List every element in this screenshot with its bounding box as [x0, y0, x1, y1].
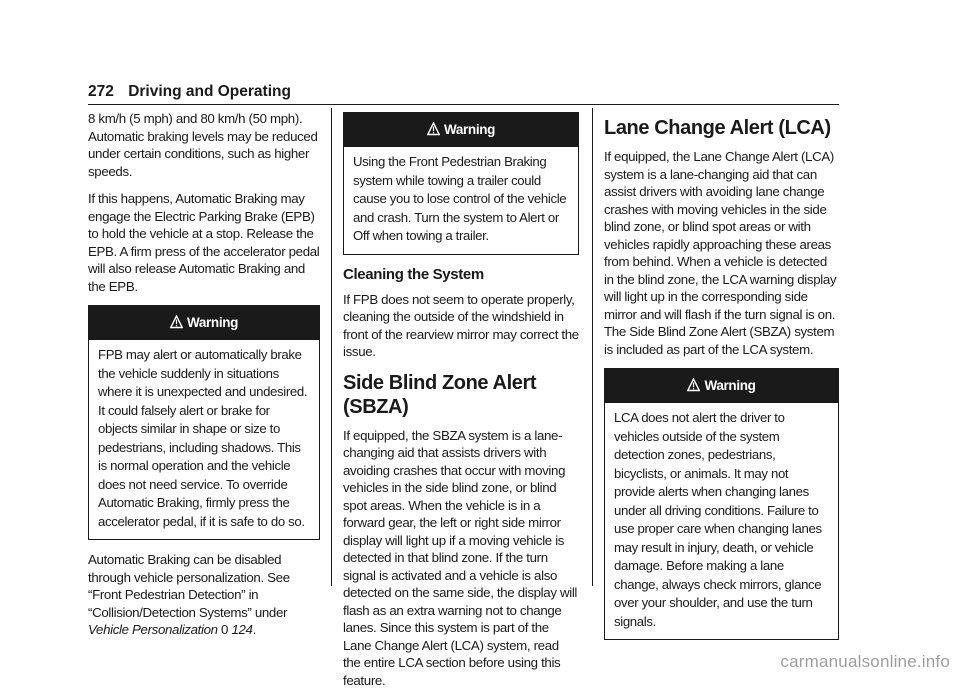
column-2 [343, 112, 579, 699]
warning-box [343, 112, 579, 255]
warning-box [604, 368, 839, 640]
paragraph: 8 km/h (5 mph) and 80 km/h (50 mph). Automatic braking levels may be reduced under certain conditions, such as higher speeds. [88, 111, 318, 179]
warning-text: LCA does not alert the driver to vehicles outside of the system detection zones, pedestrians, bicyclists, or animals. It may not provide alerts when changing lanes under all driving conditions. Failure to use proper care when changing lanes may result in injury, death, or vehicle damage. Before making a lane change, always check mirrors, glance over your shoulder, and use the turn signals. [614, 410, 822, 629]
column-3 [604, 110, 839, 651]
warning-label: Warning [704, 378, 756, 393]
warning-text: Using the Front Pedestrian Braking system while towing a trailer could cause you to lose control of the vehicle and crash. Turn the system to Alert or Off when towing a trailer. [353, 154, 567, 243]
section-title: Driving and Operating [128, 83, 291, 100]
watermark: carmanualsonline.info [780, 652, 950, 671]
paragraph: If equipped, the SBZA system is a lane-changing aid that assists drivers with avoiding crashes that occur with moving vehicles in the side blind zone, or blind spot areas. When the vehicle is in a forward gear, the left or right side mirror display will light up if a moving vehicle is detected in that blind zone. If the turn signal is activated and a vehicle is also detected on the same side, the display will flash as an extra warning not to change lanes. Since this system is part of the Lane Change Alert (LCA) system, read the entire LCA section before using this feature. [343, 427, 578, 688]
header-rule [88, 104, 839, 105]
column-divider [592, 108, 593, 586]
header-title [88, 83, 291, 101]
warning-header [344, 113, 578, 147]
warning-header [605, 369, 838, 403]
column-1 [88, 110, 320, 649]
column-divider [331, 108, 332, 586]
cross-reference[interactable]: Vehicle Personalization [88, 622, 218, 637]
page-reference[interactable]: 124 [231, 622, 253, 637]
section-heading: Side Blind Zone Alert (SBZA) [343, 371, 537, 418]
warning-label: Warning [186, 315, 239, 330]
paragraph: Automatic Braking can be disabled through vehicle personalization. See “Front Pedestrian Detection” in “Collision/Detection Systems” under Vehicle Personalization 0 124. [88, 552, 290, 637]
section-heading: Lane Change Alert (LCA) [604, 117, 831, 139]
page-ref-arrow: 0 [221, 622, 229, 637]
warning-label: Warning [443, 122, 496, 137]
warning-triangle-icon [170, 308, 183, 342]
paragraph: If FPB does not seem to operate properly, cleaning the outside of the windshield in front of the rearview mirror may correct the issue. [343, 291, 579, 359]
section-heading: Cleaning the System [343, 265, 484, 283]
warning-box [88, 305, 320, 540]
warning-triangle-icon [427, 115, 440, 149]
warning-text: FPB may alert or automatically brake the vehicle suddenly in situations where it is unexpected and undesired. It could falsely alert or brake for objects similar in shape or size to pedestrians, including shadows. This is normal operation and the vehicle does not need service. To override Automatic Braking, firmly press the accelerator pedal, if it is safe to do so. [98, 347, 308, 529]
page-number: 272 [88, 83, 114, 100]
warning-header [89, 306, 319, 340]
warning-triangle-icon [687, 371, 700, 405]
paragraph: If this happens, Automatic Braking may engage the Electric Parking Brake (EPB) to hold the vehicle at a stop. Release the EPB. A firm press of the accelerator pedal will also release Automatic Braking and the EPB. [88, 191, 320, 294]
paragraph-text: Automatic Braking can be disabled through vehicle personalization. See “Front Pedestrian Detection” in “Collision/Detection Systems” under [88, 552, 290, 620]
paragraph: If equipped, the Lane Change Alert (LCA) system is a lane-changing aid that can assist drivers with avoiding lane change crashes with moving vehicles in the side blind zone, or blind spot areas or with vehicles rapidly approaching these areas from behind. When a vehicle is detected in the blind zone, the LCA warning display will light up in the corresponding side mirror and will flash if the turn signal is on. The Side Blind Zone Alert (SBZA) system is included as part of the LCA system. [604, 149, 837, 357]
